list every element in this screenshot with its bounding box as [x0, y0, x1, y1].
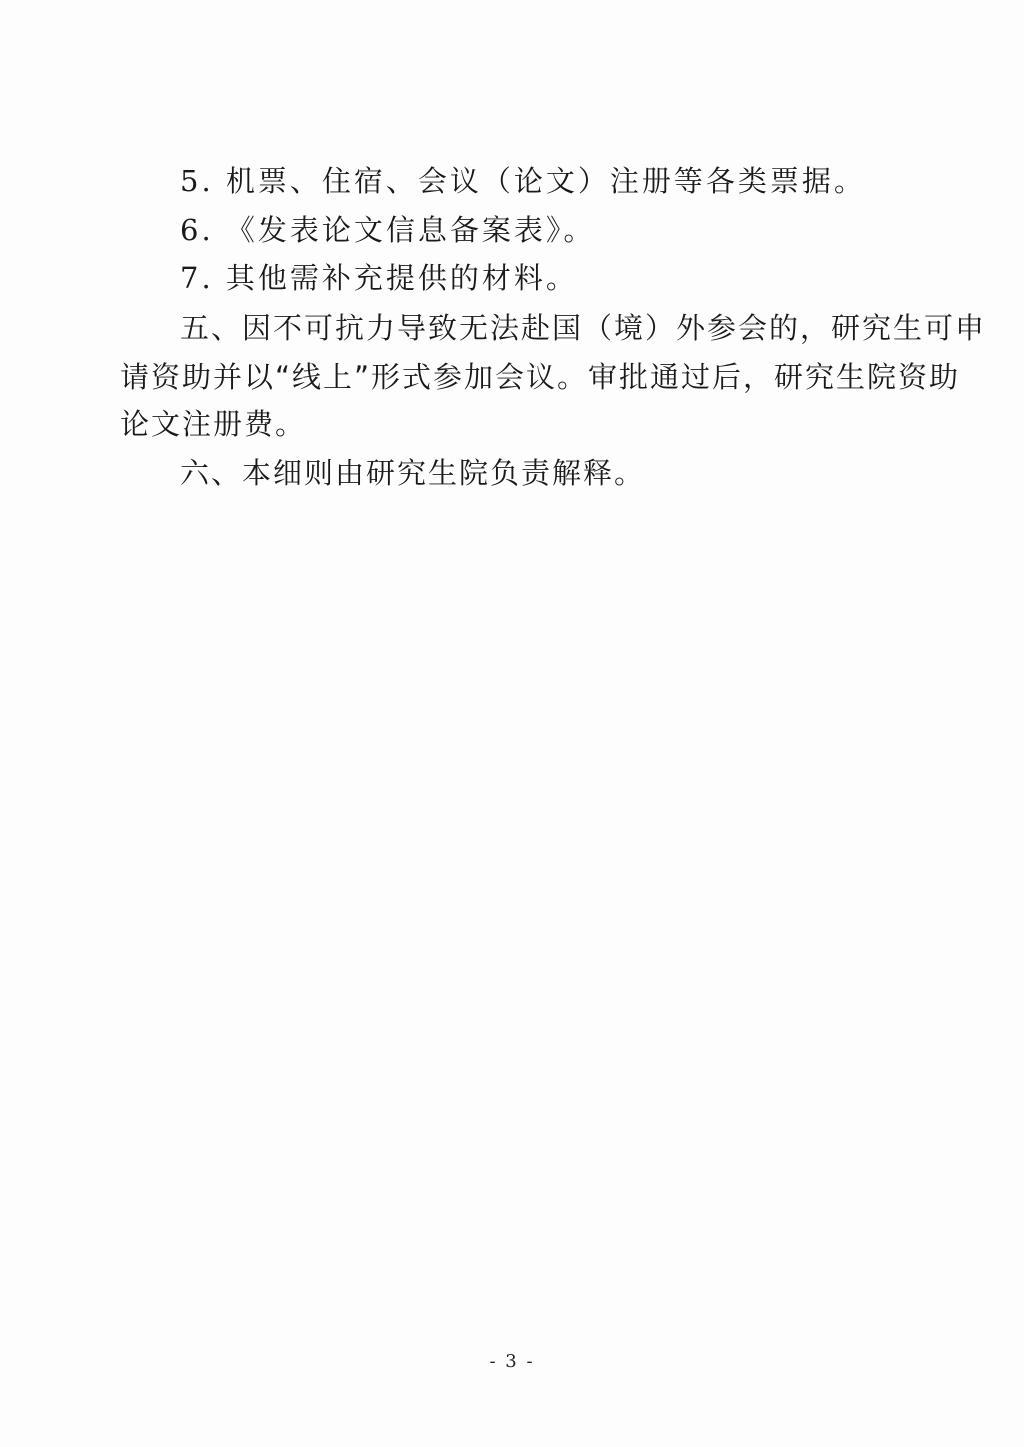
- list-item-6: 6. 《发表论文信息备案表》。: [180, 213, 596, 247]
- list-item-5: 5. 机票、住宿、会议（论文）注册等各类票据。: [180, 164, 866, 198]
- paragraph-five-line-3: 论文注册费。: [120, 407, 307, 441]
- paragraph-five-line-1: 五、因不可抗力导致无法赴国（境）外参会的，研究生可申: [180, 311, 987, 345]
- paragraph-five-line-2: 请资助并以“线上”形式参加会议。审批通过后，研究生院资助: [120, 360, 961, 394]
- paragraph-six: 六、本细则由研究生院负责解释。: [180, 456, 646, 490]
- list-item-7: 7. 其他需补充提供的材料。: [180, 261, 578, 295]
- page-number: - 3 -: [489, 1351, 535, 1372]
